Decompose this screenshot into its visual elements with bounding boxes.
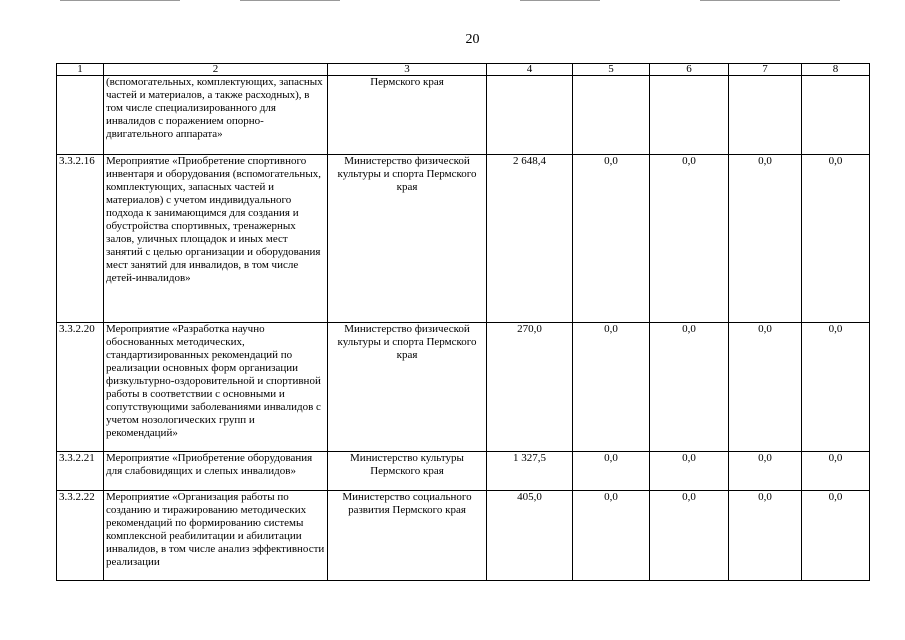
row-code: [57, 76, 104, 155]
row-value: 405,0: [487, 491, 573, 581]
row-code: 3.3.2.21: [57, 452, 104, 491]
row-name: Мероприятие «Организация работы по созданию и тиражированию методических рекомендаций по формированию системы комплексной реабилитации и абилитации инвалидов, в том числе анализ эффективности реализации: [104, 491, 328, 581]
column-header: 3: [328, 64, 487, 76]
row-value: 0,0: [650, 452, 729, 491]
table-row: [57, 491, 870, 581]
row-value: 2 648,4: [487, 155, 573, 323]
row-code: 3.3.2.22: [57, 491, 104, 581]
top-edge-line: [700, 0, 840, 1]
page-number: 20: [465, 32, 480, 47]
row-value: 270,0: [487, 323, 573, 452]
row-value: 0,0: [802, 491, 870, 581]
row-value: [487, 76, 573, 155]
row-value: 0,0: [802, 452, 870, 491]
top-edge-line: [240, 0, 340, 1]
column-header: 4: [487, 64, 573, 76]
column-header: 1: [57, 64, 104, 76]
row-executor: Пермского края: [328, 76, 487, 155]
column-header: 7: [729, 64, 802, 76]
row-value: 0,0: [729, 491, 802, 581]
row-code: 3.3.2.16: [57, 155, 104, 323]
row-value: 0,0: [573, 323, 650, 452]
row-name: Мероприятие «Приобретение оборудования для слабовидящих и слепых инвалидов»: [104, 452, 328, 491]
row-value: [650, 76, 729, 155]
row-value: 0,0: [650, 323, 729, 452]
row-name: Мероприятие «Разработка научно обоснованных методических, стандартизированных рекомендаций по реализации основных форм организации физкультурно-оздоровительной и спортивной работы в соответствии с основными и сопутствующими заболеваниями инвалидов с учетом нозологических групп и рекомендаций»: [104, 323, 328, 452]
column-header: 8: [802, 64, 870, 76]
row-value: 0,0: [573, 491, 650, 581]
table-header: [57, 64, 870, 76]
column-header: 6: [650, 64, 729, 76]
row-executor: Министерство физической культуры и спорта Пермского края: [328, 155, 487, 323]
row-value: 0,0: [802, 155, 870, 323]
row-executor: Министерство социального развития Пермского края: [328, 491, 487, 581]
column-header: 2: [104, 64, 328, 76]
row-value: 0,0: [729, 155, 802, 323]
column-header: 5: [573, 64, 650, 76]
row-name: Мероприятие «Приобретение спортивного инвентаря и оборудования (вспомогательных, комплектующих, запасных частей и материалов) с учетом индивидуального подхода к занимающимся для создания и обустройства спортивных, тренажерных залов, уличных площадок и иных мест занятий с целью организации и оборудования мест занятий для инвалидов, в том числе детей-инвалидов»: [104, 155, 328, 323]
table-row: [57, 452, 870, 491]
top-edge-line: [520, 0, 600, 1]
table-row: [57, 76, 870, 155]
row-value: 0,0: [573, 155, 650, 323]
row-value: 0,0: [729, 323, 802, 452]
table-row: [57, 323, 870, 452]
top-edge-line: [60, 0, 180, 1]
row-value: 0,0: [650, 491, 729, 581]
row-value: [802, 76, 870, 155]
row-value: 0,0: [802, 323, 870, 452]
row-value: [729, 76, 802, 155]
row-value: 0,0: [650, 155, 729, 323]
row-executor: Министерство культуры Пермского края: [328, 452, 487, 491]
row-executor: Министерство физической культуры и спорта Пермского края: [328, 323, 487, 452]
budget-table: [56, 63, 870, 581]
row-value: [573, 76, 650, 155]
table-row: [57, 155, 870, 323]
row-value: 0,0: [729, 452, 802, 491]
row-value: 0,0: [573, 452, 650, 491]
row-value: 1 327,5: [487, 452, 573, 491]
row-name: (вспомогательных, комплектующих, запасных частей и материалов, а также расходных), в том числе специализированного для инвалидов с поражением опорно-двигательного аппарата»: [104, 76, 328, 155]
row-code: 3.3.2.20: [57, 323, 104, 452]
